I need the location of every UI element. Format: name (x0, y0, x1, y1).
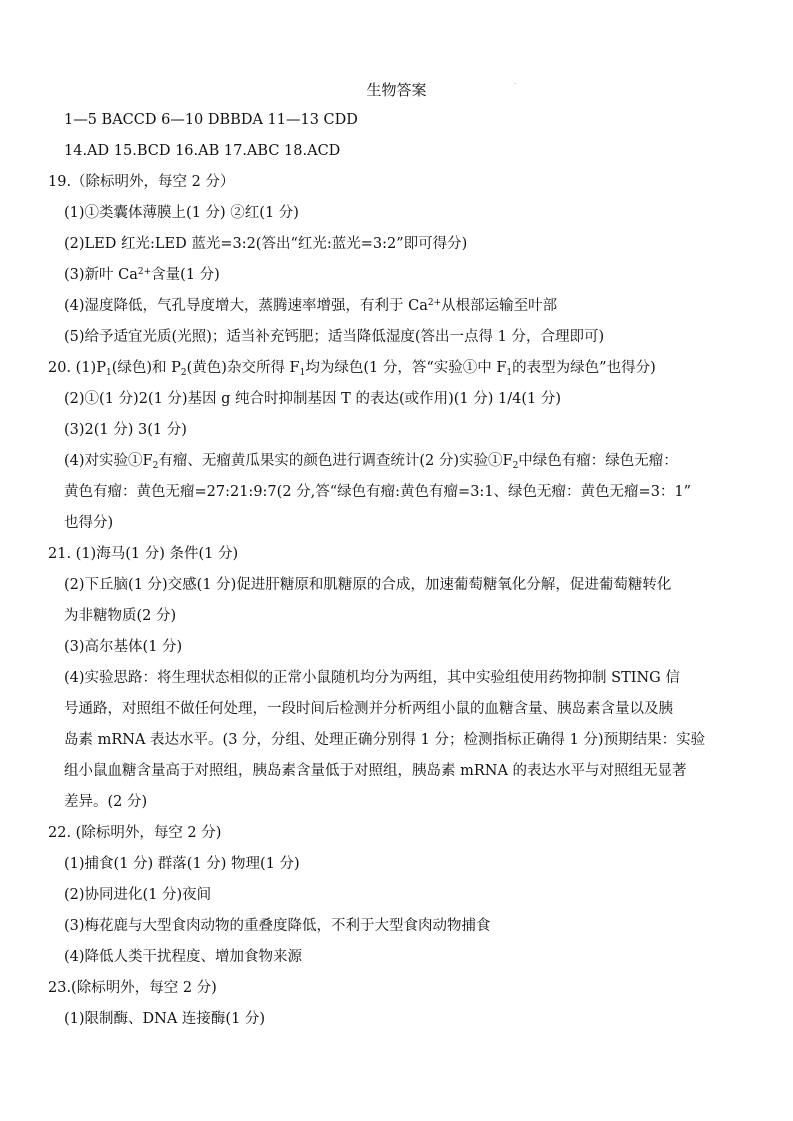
q21-answer-2: (2)下丘脑(1 分)交感(1 分)促进肝糖原和肌糖原的合成，加速葡萄糖氧化分解，促进葡萄糖转化 (64, 577, 672, 593)
q19-answer-4: (4)湿度降低，气孔导度增大，蒸腾速率增强，有利于 $Ca^{2+}$从根部运输至叶部 (64, 298, 558, 314)
q22-header: 22. (除标明外，每空 2 分) (48, 825, 222, 841)
q19-answer-5: (5)给予适宜光质(光照)；适当补充钙肥；适当降低湿度(答出一点得 1 分，合理即可) (64, 329, 605, 345)
q19-header: 19.（除标明外，每空 2 分） (48, 174, 235, 190)
answer-line-choice-1: 1—5 BACCD 6—10 DBBDA 11—13 CDD (64, 112, 358, 128)
stray-mark: · (514, 80, 517, 88)
q21-answer-4-cont: 组小鼠血糖含量高于对照组，胰岛素含量低于对照组，胰岛素 mRNA 的表达水平与对照组无显著 (64, 763, 687, 779)
q23-header: 23.(除标明外，每空 2 分) (48, 980, 217, 996)
q19-answer-1: (1)①类囊体薄膜上(1 分) ②红(1 分) (64, 205, 299, 221)
q20-answer-4-cont: 黄色有瘤：黄色无瘤=27:21:9:7(2 分,答“绿色有瘤:黄色有瘤=3:1、绿色无瘤：黄色无瘤=3：1” (64, 484, 692, 500)
q23-answer-1: (1)限制酶、DNA 连接酶(1 分) (64, 1011, 266, 1027)
q19-answer-2: (2)LED 红光:LED 蓝光=3:2(答出“红光:蓝光=3:2”即可得分) (64, 236, 468, 252)
q20-answer-1: 20. $(1)P_1$(绿色)和 $P_2$(黄色)杂交所得 $F_1$均为绿色(1 分，答“实验①中 $F_1$的表型为绿色”也得分) (48, 360, 656, 378)
q19-answer-3: (3)新叶 $Ca^{2+}$含量(1 分) (64, 267, 220, 283)
q22-answer-4: (4)降低人类干扰程度、增加食物来源 (64, 949, 303, 965)
q22-answer-3: (3)梅花鹿与大型食肉动物的重叠度降低，不利于大型食肉动物捕食 (64, 918, 491, 934)
q20-answer-4-end: 也得分) (64, 515, 114, 531)
answer-line-choice-2: 14.AD 15.BCD 16.AB 17.ABC 18.ACD (64, 143, 341, 159)
q21-answer-1: 21. (1)海马(1 分) 条件(1 分) (48, 546, 239, 562)
q21-answer-4-cont: 岛素 mRNA 表达水平。(3 分，分组、处理正确分别得 1 分；检测指标正确得 1 分)预期结果：实验 (64, 732, 706, 748)
q21-answer-2-cont: 为非糖物质(2 分) (64, 608, 177, 624)
q21-answer-4: (4)实验思路：将生理状态相似的正常小鼠随机均分为两组，其中实验组使用药物抑制 STING 信 (64, 670, 680, 686)
q20-answer-3: (3)2(1 分) 3(1 分) (64, 422, 187, 438)
q20-answer-2: (2)①(1 分)2(1 分)基因 g 纯合时抑制基因 T 的表达(或作用)(1 分) 1/4(1 分) (64, 391, 562, 407)
q21-answer-4-cont: 号通路，对照组不做任何处理，一段时间后检测并分析两组小鼠的血糖含量、胰岛素含量以及胰 (64, 701, 673, 717)
q22-answer-1: (1)捕食(1 分) 群落(1 分) 物理(1 分) (64, 856, 300, 872)
q21-answer-4-end: 差异。(2 分) (64, 794, 148, 810)
q22-answer-2: (2)协同进化(1 分)夜间 (64, 887, 212, 903)
q21-answer-3: (3)高尔基体(1 分) (64, 639, 183, 655)
q20-answer-4: (4)对实验$①F_2$有瘤、无瘤黄瓜果实的颜色进行调查统计(2 分)实验$①F_2$中绿色有瘤：绿色无瘤： (64, 453, 678, 471)
page-title: 生物答案 (366, 81, 427, 99)
